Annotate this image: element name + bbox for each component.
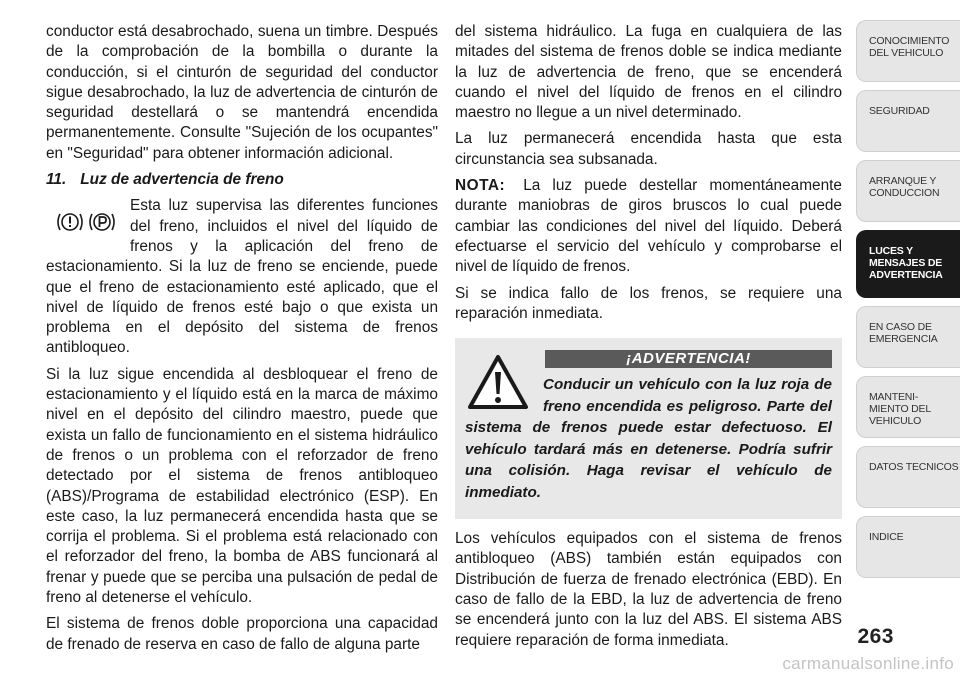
left-column: [46, 22, 438, 661]
page-number: 263: [857, 625, 894, 648]
paragraph-brake-hydraulic: Si la luz sigue encendida al desbloquear el freno de estacionamiento y el líquido está en la marca de máximo nivel en el depósito del cilindro maestro, puede que exista un fallo de funcionamiento en el sistema hidráulico de frenos o un problema con el reforzador de freno detectado por el sistema de frenos antibloqueo (ABS)/Programa de estabilidad electrónico (ESP). En este caso, la luz permanecerá encendida hasta que se corrija el problema. Si el problema está relacionado con el reforzador del freno, la bomba de ABS funcionará al frenar y puede que se perciba una pulsación de pedal de freno al detenerse el vehículo.: [46, 365, 438, 607]
warning-triangle-icon: [467, 354, 529, 410]
tab-arranque[interactable]: ARRANQUE Y CONDUCCION: [856, 160, 960, 222]
tab-datos[interactable]: DATOS TECNICOS: [856, 446, 960, 508]
heading-number: 11.: [46, 171, 67, 189]
tab-indice[interactable]: INDICE: [856, 516, 960, 578]
nota-paragraph: [455, 176, 842, 277]
paragraph-light-remains: La luz permanecerá encendida hasta que esta circunstancia sea subsanada.: [455, 130, 842, 168]
watermark: carmanualsonline.info: [782, 654, 954, 673]
warning-box: [455, 338, 842, 519]
parking-brake-icon: [88, 211, 116, 233]
nota-label: NOTA:: [455, 177, 506, 195]
paragraph-dual-brake: El sistema de frenos doble proporciona una capacidad de frenado de reserva en caso de fallo de alguna parte: [46, 615, 438, 653]
paragraph-brake-light: Esta luz supervisa las diferentes funciones del freno, incluidos el nivel del líquido de frenos y la aplicación del freno de estacionamiento. Si la luz de freno se enciende, puede que el freno de estacionamiento esté aplicado, que el nivel de líquido de frenos esté bajo o que exista un problema en el depósito del sistema de frenos antibloqueo.: [46, 197, 438, 357]
brake-icons: [56, 202, 120, 242]
tab-luces[interactable]: LUCES Y MENSAJES DE ADVERTENCIA: [856, 230, 960, 298]
warning-title: ¡ADVERTENCIA!: [545, 350, 832, 368]
section-heading: [46, 170, 438, 190]
heading-title: Luz de advertencia de freno: [80, 171, 284, 189]
nota-text: La luz puede destellar momentáneamente durante maniobras de giros bruscos lo cual puede cambiar las condiciones del nivel del líquido. Deberá efectuarse el servicio del vehículo y comprobarse el nivel de líquido de frenos.: [455, 177, 842, 276]
paragraph-ebd: Los vehículos equipados con el sistema de frenos antibloqueo (ABS) también están equipados con Distribución de fuerza de frenado electrónica (EBD). En caso de fallo de la EBD, la luz de advertencia de freno se encenderá junto con la luz del ABS. El sistema ABS requiere reparación de forma inmediata.: [455, 530, 842, 649]
warning-text: Conducir un vehículo con la luz roja de freno encendida es peligroso. Parte del sistema de frenos puede estar defectuoso. El vehículo tardará más en detenerse. Podría sufrir una colisión. Haga revisar el vehículo de inmediato.: [465, 376, 832, 501]
tab-emergencia[interactable]: EN CASO DE EMERGENCIA: [856, 306, 960, 368]
brake-exclamation-icon: [56, 211, 84, 233]
tab-conocimiento[interactable]: CONOCIMIENTO DEL VEHICULO: [856, 20, 960, 82]
paragraph-repair: Si se indica fallo de los frenos, se requiere una reparación inmediata.: [455, 284, 842, 322]
tab-seguridad[interactable]: SEGURIDAD: [856, 90, 960, 152]
right-column: [455, 22, 842, 657]
paragraph-hydraulic-leak: del sistema hidráulico. La fuga en cualquiera de las mitades del sistema de frenos doble se indica mediante la luz de advertencia de freno, que se encenderá cuando el nivel del líquido de frenos en el cilindro maestro no llegue a un nivel determinado.: [455, 23, 842, 122]
paragraph-seatbelt: conductor está desabrochado, suena un timbre. Después de la comprobación de la bombilla o durante la conducción, si el cinturón de seguridad del conductor sigue desabrochado, la luz de advertencia de cinturón de seguridad destellará o se mantendrá encendida permanentemente. Consulte "Sujeción de los ocupantes" en "Seguridad" para obtener información adicional.: [46, 23, 438, 162]
tab-mantenimiento[interactable]: MANTENI- MIENTO DEL VEHICULO: [856, 376, 960, 438]
chapter-tabs: [856, 20, 960, 586]
